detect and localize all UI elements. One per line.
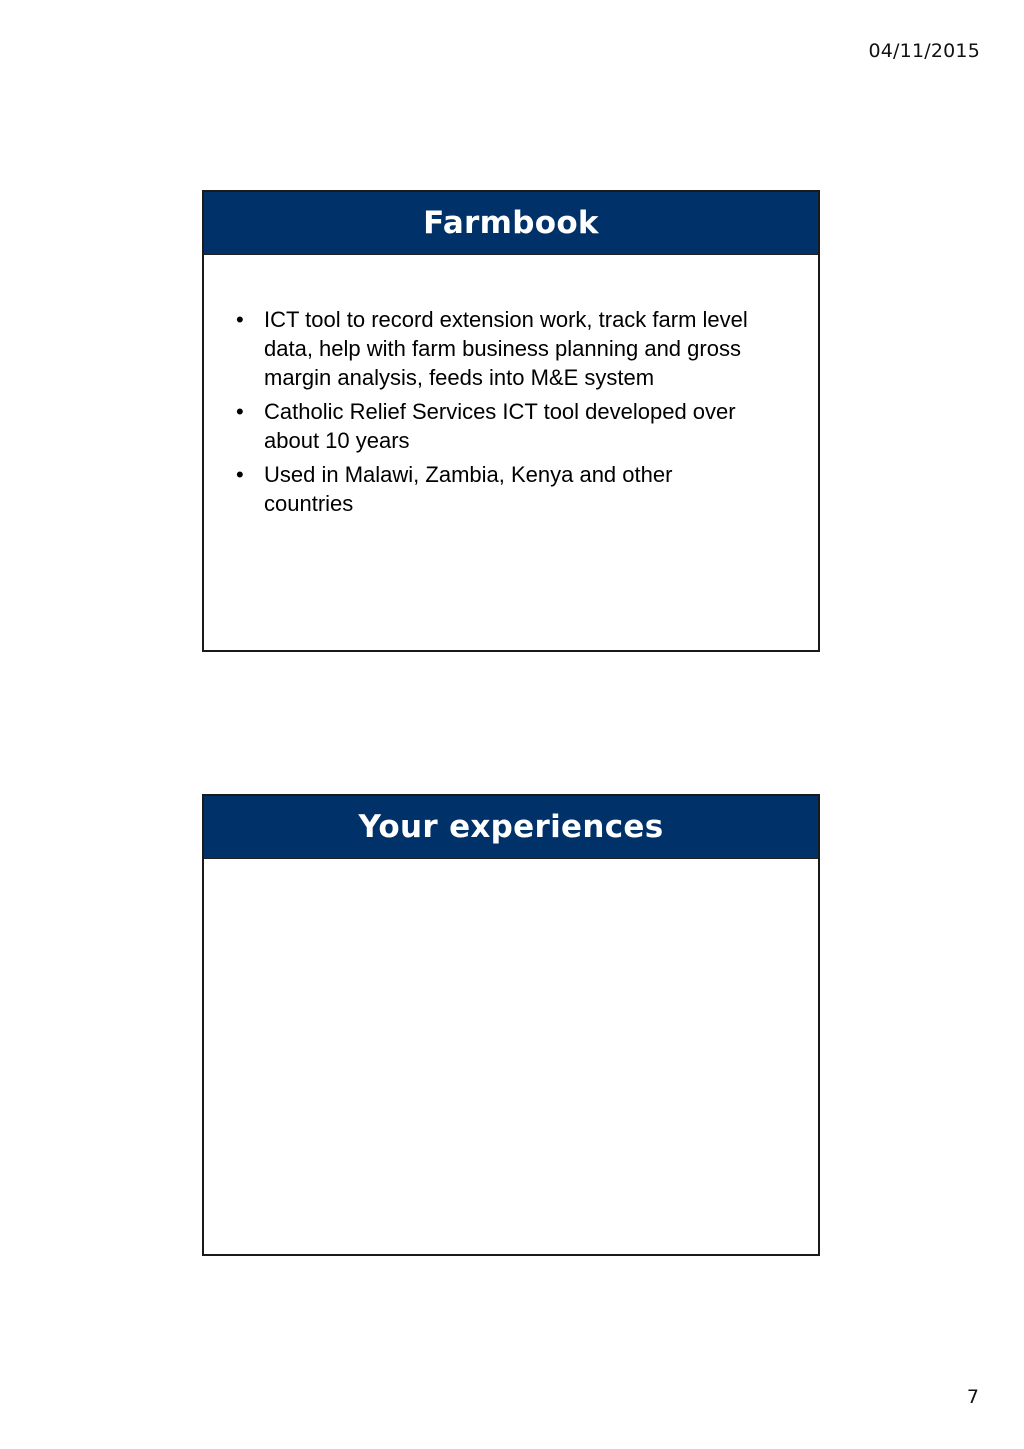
page-date: 04/11/2015 <box>868 40 980 62</box>
bullet-text: ICT tool to record extension work, track farm level data, help with farm business planning and gross margin analysis, feeds into M&E system <box>264 307 748 390</box>
slide-your-experiences <box>202 794 820 1256</box>
bullet-icon: • <box>236 399 244 424</box>
slide-title: Your experiences <box>358 809 664 845</box>
bullet-item <box>236 397 758 455</box>
slide-title: Farmbook <box>423 205 599 241</box>
bullet-text: Catholic Relief Services ICT tool developed over about 10 years <box>264 399 736 453</box>
bullet-icon: • <box>236 462 244 487</box>
slide-header <box>204 796 818 859</box>
slide-body <box>204 859 818 909</box>
bullet-list <box>236 305 758 518</box>
bullet-item <box>236 305 758 392</box>
slide-body <box>204 255 818 518</box>
bullet-text: Used in Malawi, Zambia, Kenya and other countries <box>264 462 673 516</box>
page-number: 7 <box>966 1386 979 1408</box>
slide-header <box>204 192 818 255</box>
bullet-item <box>236 460 758 518</box>
slide-farmbook <box>202 190 820 652</box>
bullet-icon: • <box>236 307 244 332</box>
